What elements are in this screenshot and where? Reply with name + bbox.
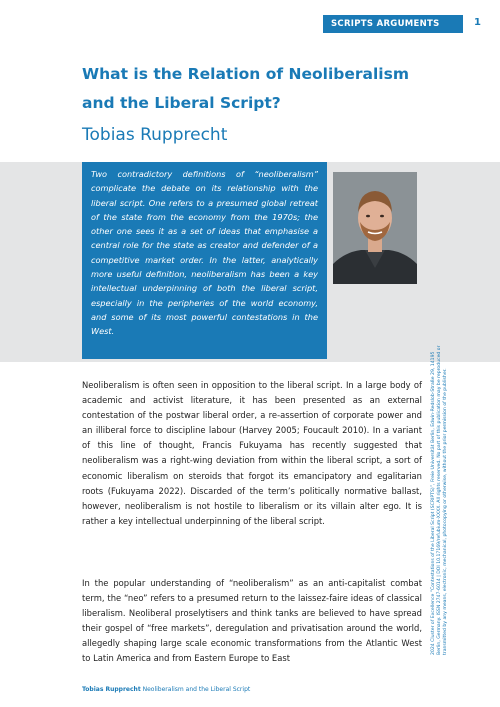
body-paragraph-1: Neoliberalism is often seen in opposition to the liberal script. In a large body of academic and activist literature, it has been presented as an external contestation of the postwar liberal order, a re-assertion of corporate power and an illiberal force to discipline labour (Harvey 2005; Foucault 2010). In a variant of this line of thought, Francis Fukuyama has recently suggested that neoliberalism was a right-wing deviation from within the liberal script, a sort of economic liberalism on steroids that forgot its emancipatory and egalitarian roots (Fukuyama 2022). Discarded of the term’s politically normative ballast, however, neoliberalism is not hostile to liberalism or its villain alter ego. It is rather a key intellectual underpinning of the liberal script. bbox=[82, 380, 422, 526]
article-title: What is the Relation of Neoliberalism and the Liberal Script? bbox=[82, 65, 409, 112]
author-photo bbox=[333, 172, 417, 284]
body-paragraph-2: In the popular understanding of “neoliberalism” as an anti-capitalist combat term, the “neo” refers to a presumed return to the laissez-faire ideas of classical liberalism. Neoliberal proselytisers and think tanks are believed to have spread their gospel of “free markets”, deregulation and privatisation around the world, allegedly shaping large scale economic transformations from the Atlantic West to Latin America and from Eastern Europe to East bbox=[82, 578, 422, 664]
footer-author: Tobias Rupprecht bbox=[82, 686, 141, 693]
page-number: 1 bbox=[474, 17, 481, 28]
abstract: Two contradictory definitions of “neoliberalism” complicate the debate on its relationship with the liberal script. One refers to a presumed global retreat of the state from the economy from the 1970s; the other one sees it as a set of ideas that emphasise a central role for the state as creator and defender of a competitive market order. In the latter, analytically more useful definition, neoliberalism has been a key intellectual underpinning of both the liberal script, especially in the peripheries of the world economy, and some of its most powerful contestations in the West. bbox=[82, 162, 327, 359]
article-author: Tobias Rupprecht bbox=[82, 125, 228, 145]
author-portrait-image bbox=[333, 172, 417, 284]
footer bbox=[82, 686, 250, 693]
side-imprint-note: 2024 Cluster of Excellence “Contestations of the Liberal Script (SCRIPTS)”, Freie Universität Berlin, Edwin-Redslob-Straße 29, 14195 Berlin, Germany. ISSN 2747-6014 | DOI 10.17169/refubium-XXXX. All rights reserved. No part of this publication may be reproduced or transmitted by any means, electronic, mechanical, photocopying or otherwise, without the prior permission of the publisher. bbox=[431, 345, 449, 655]
section-label: SCRIPTS ARGUMENTS bbox=[323, 15, 463, 33]
footer-title: Neoliberalism and the Liberal Script bbox=[142, 686, 251, 693]
